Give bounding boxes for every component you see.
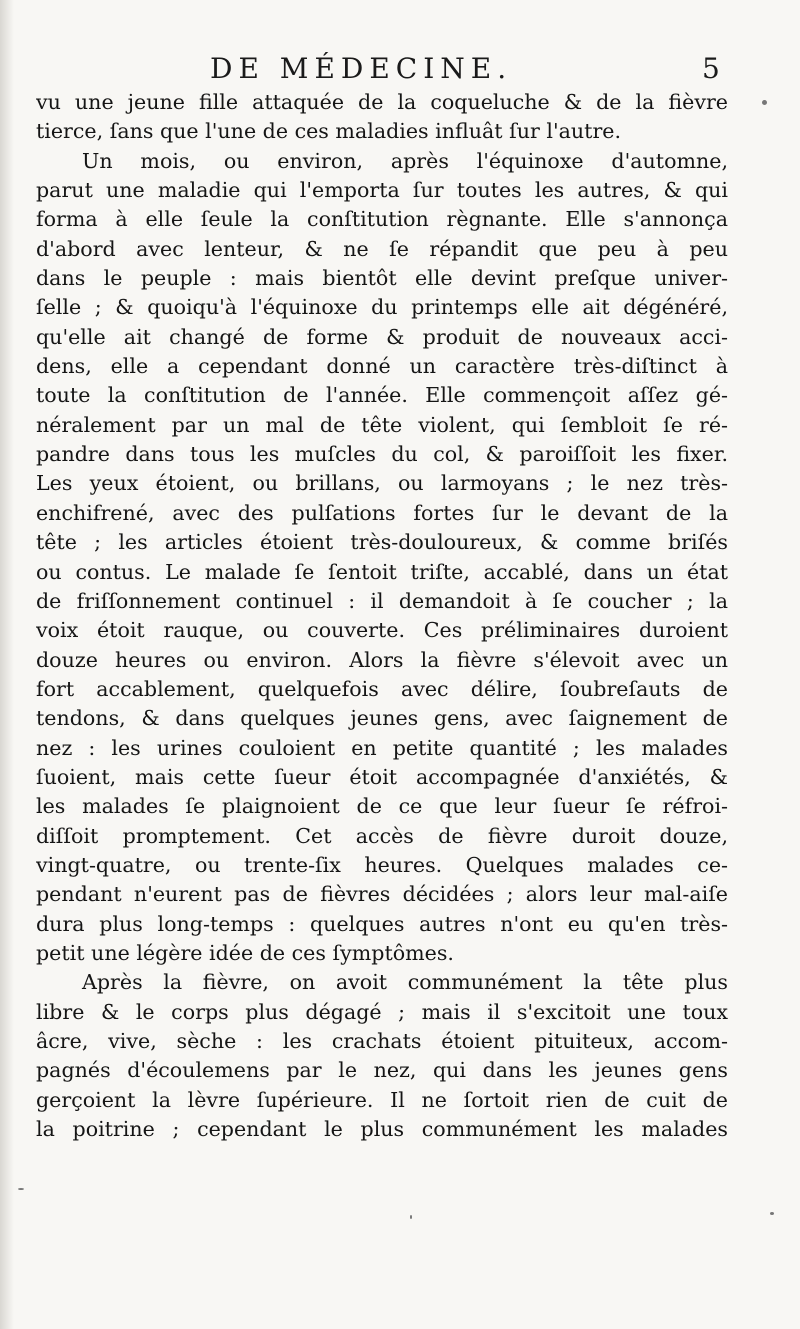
text-line: pendant n'eurent pas de fièvres décidées ; alors leur mal-aiſe [36,882,728,907]
text-line: nez : les urines couloient en petite quantité ; les malades [36,735,728,760]
text-line: ſuoient, mais cette ſueur étoit accompagnée d'anxiétés, & [36,764,728,789]
text-line: Après la fièvre, on avoit communément la tête plus [82,970,728,995]
text-line: tierce, ſans que l'une de ces maladies influât ſur l'autre. [36,119,622,144]
text-line: petit une légère idée de ces ſymptômes. [36,940,454,965]
page-gutter-shadow [0,0,14,1329]
body-text [36,88,728,1144]
text-line: tête ; les articles étoient très-douloureux, & comme briſés [36,530,728,555]
text-line: dura plus long-temps : quelques autres n'ont eu qu'en très- [36,911,728,936]
text-line: gerçoient la lèvre ſupérieure. Il ne ſortoit rien de cuit de [36,1087,728,1112]
page-number: 5 [702,52,720,85]
text-line: libre & le corps plus dégagé ; mais il s'excitoit une toux [36,999,728,1024]
text-line: ſelle ; & quoiqu'à l'équinoxe du printemps elle ait dégénéré, [36,295,728,320]
paper-speck [18,1188,24,1190]
text-line: dens, elle a cependant donné un caractère très-diſtinct à [36,354,728,379]
text-line: voix étoit rauque, ou couverte. Ces préliminaires duroient [36,618,728,643]
text-line: les malades ſe plaignoient de ce que leur ſueur ſe réfroi- [36,794,728,819]
text-line: toute la conſtitution de l'année. Elle commençoit aſſez gé- [36,383,728,408]
text-line: qu'elle ait changé de forme & produit de nouveaux acci- [36,324,728,349]
page-header [0,52,800,92]
text-line: enchifrené, avec des pulſations fortes ſur le devant de la [36,500,728,525]
text-line: Un mois, ou environ, après l'équinoxe d'automne, [82,148,728,173]
text-line: tendons, & dans quelques jeunes gens, avec ſaignement de [36,706,728,731]
text-line: douze heures ou environ. Alors la fièvre s'élevoit avec un [36,647,728,672]
text-line: vu une jeune fille attaquée de la coqueluche & de la fièvre [36,90,728,114]
text-line: parut une maladie qui l'emporta ſur toutes les autres, & qui [36,178,728,203]
text-line: d'abord avec lenteur, & ne ſe répandit que peu à peu [36,236,728,261]
paper-speck [770,1212,774,1215]
text-line: de friſſonnement continuel : il demandoit à ſe coucher ; la [36,588,728,613]
text-line: ou contus. Le malade ſe ſentoit triſte, accablé, dans un état [36,559,728,584]
text-line: fort accablement, quelquefois avec délire, ſoubreſauts de [36,676,728,701]
running-head: DE MÉDECINE. [210,52,513,85]
text-line: la poitrine ; cependant le plus communément les malades [36,1117,728,1142]
text-line: vingt-quatre, ou trente-ſix heures. Quelques malades ce- [36,852,728,877]
text-line: forma à elle ſeule la conſtitution règnante. Elle s'annonça [36,207,728,232]
text-line: néralement par un mal de tête violent, qui ſembloit ſe ré- [36,412,728,437]
text-line: pandre dans tous les muſcles du col, & paroiſſoit les fixer. [36,442,728,467]
text-line: dans le peuple : mais bientôt elle devint preſque univer- [36,266,728,291]
text-line: âcre, vive, sèche : les crachats étoient pituiteux, accom- [36,1029,728,1053]
text-line: diſſoit promptement. Cet accès de fièvre duroit douze, [36,823,728,848]
text-line: Les yeux étoient, ou brillans, ou larmoyans ; le nez très- [36,471,728,496]
paper-speck [410,1215,412,1219]
paper-speck [762,100,767,105]
text-line: pagnés d'écoulemens par le nez, qui dans les jeunes gens [36,1058,728,1083]
